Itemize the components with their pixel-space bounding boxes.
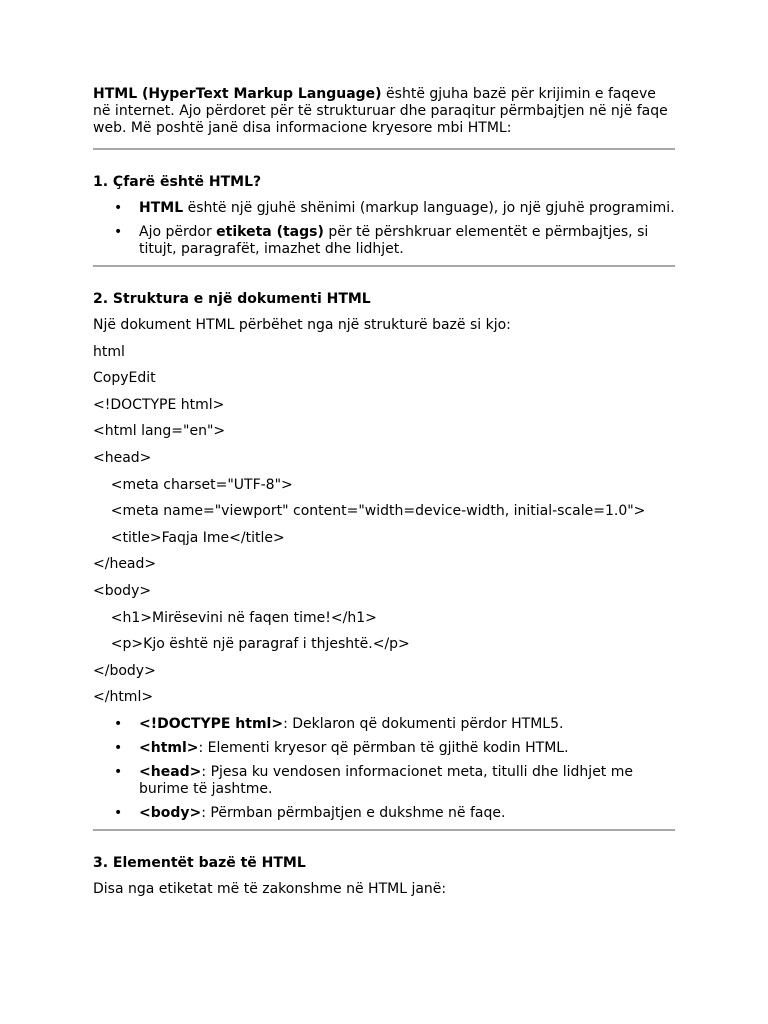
code-line: <meta name="viewport" content="width=device-width, initial-scale=1.0"> bbox=[93, 503, 646, 520]
intro-bold: HTML (HyperText Markup Language) bbox=[93, 86, 382, 102]
list-item-text: : Elementi kryesor që përmban të gjithë kodin HTML. bbox=[198, 739, 569, 756]
section1-heading: 1. Çfarë është HTML? bbox=[93, 174, 262, 190]
list-item bbox=[93, 740, 675, 757]
list-item-bold: <head> bbox=[139, 763, 202, 780]
copy-edit-label: CopyEdit bbox=[93, 370, 156, 387]
code-block bbox=[93, 397, 675, 707]
list-item-text: : Pjesa ku vendosen informacionet meta, titulli dhe lidhjet me burime të jashtme. bbox=[139, 763, 633, 797]
divider bbox=[93, 148, 675, 150]
list-item-bold: <!DOCTYPE html> bbox=[139, 715, 284, 732]
list-item bbox=[93, 716, 675, 733]
bullet-icon: • bbox=[114, 200, 123, 216]
list-item bbox=[93, 200, 675, 217]
document-page bbox=[93, 86, 675, 908]
list-item-bold: <html> bbox=[139, 739, 199, 756]
code-language-label: html bbox=[93, 343, 125, 360]
code-line: <h1>Mirësevini në faqen time!</h1> bbox=[93, 609, 377, 626]
list-item-bold: etiketa (tags) bbox=[216, 224, 324, 240]
section3-heading: 3. Elementët bazë të HTML bbox=[93, 854, 306, 871]
bullet-icon: • bbox=[114, 224, 123, 240]
list-item bbox=[93, 764, 675, 798]
code-line: <title>Faqja Ime</title> bbox=[93, 529, 285, 546]
list-item-text: : Deklaron që dokumenti përdor HTML5. bbox=[283, 715, 564, 732]
list-item-bold: <body> bbox=[139, 804, 202, 821]
list-item-text: për të përshkruar elementët e përmbajtjes, si titujt, paragrafët, imazhet dhe lidhjet. bbox=[139, 224, 649, 257]
code-line: <meta charset="UTF-8"> bbox=[93, 476, 293, 493]
section2 bbox=[93, 291, 675, 822]
bullet-icon: • bbox=[114, 804, 123, 821]
section3-intro: Disa nga etiketat më të zakonshme në HTML janë: bbox=[93, 880, 447, 897]
intro-text: është gjuha bazë për krijimin e faqeve në internet. Ajo përdoret për të strukturuar dhe paraqitur përmbajtjen në një faqe web. Më poshtë janë disa informacione kryesore mbi HTML: bbox=[93, 86, 668, 136]
section2-list bbox=[93, 716, 675, 822]
list-item-text: : Përmban përmbajtjen e dukshme në faqe. bbox=[201, 804, 506, 821]
bullet-icon: • bbox=[114, 715, 123, 732]
intro-paragraph bbox=[93, 86, 675, 137]
code-line: <!DOCTYPE html> bbox=[93, 396, 225, 413]
section1-list bbox=[93, 200, 675, 258]
code-line: <html lang="en"> bbox=[93, 423, 226, 440]
code-line: <body> bbox=[93, 582, 152, 599]
list-item bbox=[93, 805, 675, 822]
bullet-icon: • bbox=[114, 763, 123, 780]
bullet-icon: • bbox=[114, 739, 123, 756]
divider bbox=[93, 265, 675, 267]
code-line: </body> bbox=[93, 662, 156, 679]
list-item-text: është një gjuhë shënimi (markup language), jo një gjuhë programimi. bbox=[183, 200, 675, 216]
list-item-text: Ajo përdor bbox=[139, 224, 217, 240]
code-line: </html> bbox=[93, 689, 154, 706]
code-line: </head> bbox=[93, 556, 157, 573]
code-line: <p>Kjo është një paragraf i thjeshtë.</p> bbox=[93, 636, 410, 653]
divider bbox=[93, 829, 675, 831]
section2-intro: Një dokument HTML përbëhet nga një strukturë bazë si kjo: bbox=[93, 317, 511, 333]
list-item bbox=[93, 224, 675, 258]
section2-heading: 2. Struktura e një dokumenti HTML bbox=[93, 291, 371, 307]
code-line: <head> bbox=[93, 449, 152, 466]
list-item-bold: HTML bbox=[139, 200, 184, 216]
